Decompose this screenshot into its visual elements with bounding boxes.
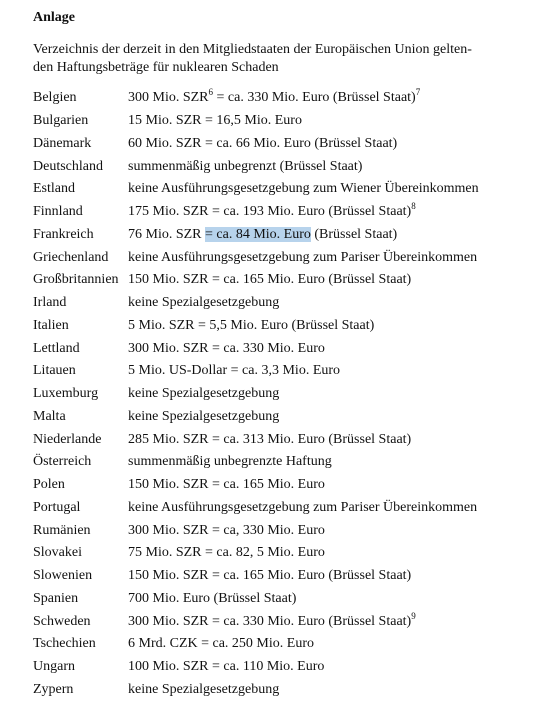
country-name: Polen (33, 477, 65, 493)
liability-amount (128, 159, 523, 175)
table-row (33, 315, 523, 338)
amount-text: keine Ausführungsgesetzgebung zum Pariser Übereinkommen (128, 249, 478, 265)
liability-amount (128, 341, 523, 357)
country-name: Rumänien (33, 522, 91, 538)
amount-text: 175 Mio. SZR = ca. 193 Mio. Euro (Brüssel Staat) (128, 204, 412, 220)
country-name: Slovakei (33, 545, 82, 561)
table-row (33, 246, 523, 269)
table-row (33, 610, 523, 633)
country-name: Malta (33, 408, 66, 424)
amount-text: keine Spezialgesetzgebung (128, 295, 280, 311)
table-row (33, 542, 523, 565)
intro-paragraph (33, 41, 503, 77)
liability-amount (128, 610, 523, 630)
country-name: Österreich (33, 454, 92, 470)
table-row (33, 497, 523, 520)
table-row (33, 360, 523, 383)
amount-text: 5 Mio. US-Dollar = ca. 3,3 Mio. Euro (128, 363, 341, 379)
footnote-marker: 6 (208, 87, 214, 98)
liability-amount (128, 523, 523, 539)
country-name: Großbritannien (33, 272, 119, 288)
table-row (33, 133, 523, 156)
country-name: Lettland (33, 340, 80, 356)
table-row (33, 292, 523, 315)
country-name: Dänemark (33, 135, 92, 151)
table-row (33, 87, 523, 110)
table-row (33, 269, 523, 292)
liability-amount (128, 136, 523, 152)
liability-amount (128, 250, 523, 266)
amount-text: 300 Mio. SZR = ca. 330 Mio. Euro (Brüssel Staat) (128, 613, 412, 629)
liability-amount (128, 454, 523, 470)
amount-text: 15 Mio. SZR = 16,5 Mio. Euro (128, 113, 302, 129)
table-row (33, 519, 523, 542)
country-name: Frankreich (33, 226, 94, 242)
table-row (33, 110, 523, 133)
highlighted-text: = ca. 84 Mio. Euro (205, 226, 311, 242)
liability-amount (128, 500, 523, 516)
amount-text: 150 Mio. SZR = ca. 165 Mio. Euro (Brüssel Staat) (128, 272, 412, 288)
country-name: Luxemburg (33, 386, 99, 402)
footnote-marker: 7 (415, 87, 421, 98)
amount-text: 76 Mio. SZR (128, 226, 206, 242)
liability-amount (128, 659, 523, 675)
amount-text: 150 Mio. SZR = ca. 165 Mio. Euro (Brüssel Staat) (128, 568, 412, 584)
table-row (33, 155, 523, 178)
table-row (33, 201, 523, 224)
amount-text: 700 Mio. Euro (Brüssel Staat) (128, 590, 297, 606)
country-name: Belgien (33, 90, 77, 106)
amount-text: 285 Mio. SZR = ca. 313 Mio. Euro (Brüssel Staat) (128, 431, 412, 447)
amount-text: 6 Mrd. CZK = ca. 250 Mio. Euro (128, 636, 314, 652)
table-row (33, 383, 523, 406)
amount-text: summenmäßig unbegrenzt (Brüssel Staat) (128, 158, 363, 174)
amount-text: keine Ausführungsgesetzgebung zum Wiener Übereinkommen (128, 181, 479, 197)
amount-text: 300 Mio. SZR (128, 90, 209, 106)
amount-text: keine Spezialgesetzgebung (128, 386, 280, 402)
table-row (33, 224, 523, 247)
country-name: Slowenien (33, 568, 93, 584)
footnote-marker: 8 (411, 201, 416, 212)
country-name: Deutschland (33, 158, 103, 174)
amount-text: 150 Mio. SZR = ca. 165 Mio. Euro (128, 477, 325, 493)
liability-amount (128, 87, 523, 106)
liability-amount (128, 477, 523, 493)
country-name: Zypern (33, 681, 74, 697)
table-row (33, 588, 523, 611)
intro-line-1: Verzeichnis der derzeit in den Mitgliedstaaten der Europäischen Union gelten- (33, 42, 472, 57)
liability-amount (128, 409, 523, 425)
table-row (33, 633, 523, 656)
amount-text: 100 Mio. SZR = ca. 110 Mio. Euro (128, 659, 325, 675)
country-name: Niederlande (33, 431, 102, 447)
liability-amount (128, 545, 523, 561)
table-row (33, 656, 523, 679)
amount-text: summenmäßig unbegrenzte Haftung (128, 454, 332, 470)
liability-amount (128, 318, 523, 334)
liability-amount (128, 272, 523, 288)
country-name: Bulgarien (33, 113, 89, 129)
intro-line-2: den Haftungsbeträge für nuklearen Schaden (33, 60, 279, 75)
amount-text: 75 Mio. SZR = ca. 82, 5 Mio. Euro (128, 545, 325, 561)
liability-amount (128, 181, 523, 197)
section-heading: Anlage (33, 10, 75, 25)
liability-amount (128, 591, 523, 607)
amount-text: keine Spezialgesetzgebung (128, 681, 280, 697)
liability-amount (128, 201, 523, 220)
liability-amount (128, 636, 523, 652)
amount-text-continued: = ca. 330 Mio. Euro (Brüssel Staat) (213, 90, 416, 106)
liability-amount (128, 295, 523, 311)
liability-amount (128, 113, 523, 129)
liability-amount (128, 682, 523, 698)
liability-table (33, 87, 523, 701)
country-name: Schweden (33, 613, 91, 629)
liability-amount (128, 363, 523, 379)
footnote-marker: 9 (411, 610, 416, 621)
table-row (33, 451, 523, 474)
amount-text: keine Ausführungsgesetzgebung zum Pariser Übereinkommen (128, 499, 478, 515)
country-name: Spanien (33, 590, 79, 606)
table-row (33, 565, 523, 588)
table-row (33, 337, 523, 360)
amount-text-continued: (Brüssel Staat) (310, 226, 398, 242)
liability-amount (128, 386, 523, 402)
table-row (33, 679, 523, 702)
country-name: Irland (33, 295, 67, 311)
country-name: Litauen (33, 363, 76, 379)
country-name: Estland (33, 181, 75, 197)
country-name: Griechenland (33, 249, 109, 265)
table-row (33, 474, 523, 497)
country-name: Italien (33, 317, 69, 333)
liability-amount (128, 568, 523, 584)
amount-text: 5 Mio. SZR = 5,5 Mio. Euro (Brüssel Staat) (128, 317, 375, 333)
liability-amount (128, 432, 523, 448)
country-name: Finnland (33, 204, 83, 220)
amount-text: 300 Mio. SZR = ca, 330 Mio. Euro (128, 522, 325, 538)
country-name: Tschechien (33, 636, 96, 652)
amount-text: keine Spezialgesetzgebung (128, 408, 280, 424)
amount-text: 300 Mio. SZR = ca. 330 Mio. Euro (128, 340, 325, 356)
liability-amount (128, 227, 523, 243)
table-row (33, 428, 523, 451)
country-name: Portugal (33, 499, 81, 515)
country-name: Ungarn (33, 659, 75, 675)
amount-text: 60 Mio. SZR = ca. 66 Mio. Euro (Brüssel Staat) (128, 135, 398, 151)
table-row (33, 178, 523, 201)
table-row (33, 406, 523, 429)
